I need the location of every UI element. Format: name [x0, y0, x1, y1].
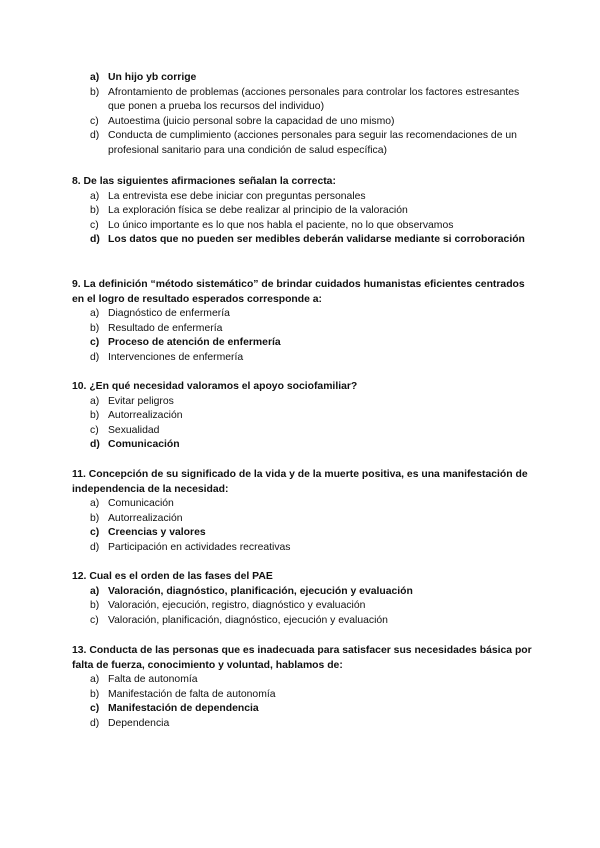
option-item	[72, 424, 532, 439]
question-13-block	[72, 644, 532, 732]
question-11-title: 11. Concepción de su significado de la vida y de la muerte positiva, es una manifestación de independencia de la necesidad:	[72, 469, 528, 495]
option-letter: c)	[90, 115, 99, 127]
option-letter: c)	[90, 527, 100, 539]
question-8-title: 8. De las siguientes afirmaciones señalan la correcta:	[72, 176, 336, 187]
option-item	[72, 351, 532, 366]
option-text: Falta de autonomía	[108, 674, 198, 686]
option-text: Un hijo yb corrige	[108, 72, 197, 83]
question-10-block	[72, 380, 532, 453]
option-text: Participación en actividades recreativas	[108, 541, 291, 553]
question-11-options	[72, 497, 532, 555]
option-item	[72, 702, 532, 717]
question-9-options	[72, 307, 532, 365]
option-text: Valoración, ejecución, registro, diagnóstico y evaluación	[108, 600, 366, 612]
option-item	[72, 438, 532, 453]
option-text: Autoestima (juicio personal sobre la capacidad de uno mismo)	[108, 115, 395, 127]
option-letter: a)	[90, 674, 100, 686]
option-text: Autorrealización	[108, 512, 183, 524]
option-letter: d)	[90, 439, 100, 451]
option-letter: a)	[90, 72, 100, 83]
question-12-block	[72, 570, 532, 628]
option-letter: b)	[90, 600, 100, 612]
option-item	[72, 512, 532, 527]
option-text: Resultado de enfermería	[108, 322, 223, 334]
option-text: Comunicación	[108, 498, 174, 510]
question-9-title: 9. La definición “método sistemático” de brindar cuidados humanistas eficientes centrados en el logro de resultado esperados corresponde a:	[72, 279, 525, 305]
question-11-block	[72, 468, 532, 556]
option-letter: b)	[90, 205, 100, 217]
question-8-options	[72, 190, 532, 248]
option-text: Los datos que no pueden ser medibles deberán validarse mediante si corroboración	[108, 234, 525, 246]
option-text: Diagnóstico de enfermería	[108, 308, 230, 320]
option-letter: c)	[90, 337, 100, 349]
option-letter: c)	[90, 424, 99, 436]
option-letter: d)	[90, 234, 100, 246]
option-letter: a)	[90, 498, 100, 510]
question-13-options	[72, 673, 532, 731]
option-letter: b)	[90, 688, 100, 700]
option-text: Valoración, planificación, diagnóstico, ejecución y evaluación	[108, 614, 388, 626]
option-letter: a)	[90, 395, 100, 407]
option-text: Lo único importante es lo que nos habla el paciente, no lo que observamos	[108, 219, 454, 231]
option-letter: a)	[90, 190, 100, 202]
option-text: La exploración física se debe realizar al principio de la valoración	[108, 205, 408, 217]
option-item	[72, 599, 532, 614]
option-item	[72, 614, 532, 629]
option-text: Creencias y valores	[108, 527, 206, 539]
option-item	[72, 204, 532, 219]
question-10-title: 10. ¿En qué necesidad valoramos el apoyo sociofamiliar?	[72, 381, 358, 392]
question-12-options	[72, 585, 532, 629]
option-item	[72, 673, 532, 688]
option-item	[72, 71, 532, 86]
option-item	[72, 336, 532, 351]
option-text: Sexualidad	[108, 424, 160, 436]
option-letter: b)	[90, 512, 100, 524]
question-8-block	[72, 175, 532, 248]
option-letter: b)	[90, 86, 100, 98]
option-item	[72, 219, 532, 234]
option-text: Comunicación	[108, 439, 180, 451]
option-item	[72, 233, 532, 248]
option-letter: d)	[90, 130, 100, 142]
option-item	[72, 115, 532, 130]
option-item	[72, 526, 532, 541]
option-item	[72, 129, 532, 158]
option-text: Conducta de cumplimiento (acciones personales para seguir las recomendaciones de un profesional sanitario para una condición de salud específica)	[108, 130, 517, 156]
option-letter: d)	[90, 541, 100, 553]
question-9-block	[72, 278, 532, 366]
option-text: La entrevista ese debe iniciar con preguntas personales	[108, 190, 366, 202]
question-13-title: 13. Conducta de las personas que es inadecuada para satisfacer sus necesidades básica por falta de fuerza, conocimiento y voluntad, hablamos de:	[72, 645, 532, 671]
question-7-options	[72, 71, 532, 159]
option-text: Intervenciones de enfermería	[108, 351, 244, 363]
question-7-block	[72, 71, 532, 159]
option-letter: c)	[90, 614, 99, 626]
option-text: Autorrealización	[108, 410, 183, 422]
option-letter: a)	[90, 585, 100, 597]
option-letter: b)	[90, 410, 100, 422]
option-text: Evitar peligros	[108, 395, 174, 407]
option-letter: b)	[90, 322, 100, 334]
option-text: Manifestación de falta de autonomía	[108, 688, 276, 700]
option-item	[72, 86, 532, 115]
option-item	[72, 322, 532, 337]
option-text: Valoración, diagnóstico, planificación, ejecución y evaluación	[108, 585, 413, 597]
option-item	[72, 717, 532, 732]
option-item	[72, 395, 532, 410]
option-item	[72, 497, 532, 512]
question-10-options	[72, 395, 532, 453]
option-item	[72, 585, 532, 600]
option-text: Dependencia	[108, 717, 170, 729]
option-text: Proceso de atención de enfermería	[108, 337, 281, 349]
option-item	[72, 307, 532, 322]
option-text: Afrontamiento de problemas (acciones personales para controlar los factores estresantes que ponen a prueba los recursos del individuo)	[108, 86, 520, 113]
option-item	[72, 190, 532, 205]
option-letter: d)	[90, 351, 100, 363]
option-item	[72, 541, 532, 556]
option-letter: a)	[90, 308, 100, 320]
option-item	[72, 688, 532, 703]
option-letter: d)	[90, 717, 100, 729]
option-text: Manifestación de dependencia	[108, 703, 259, 715]
question-12-title: 12. Cual es el orden de las fases del PAE	[72, 571, 273, 582]
option-item	[72, 409, 532, 424]
option-letter: c)	[90, 219, 99, 231]
option-letter: c)	[90, 703, 100, 715]
